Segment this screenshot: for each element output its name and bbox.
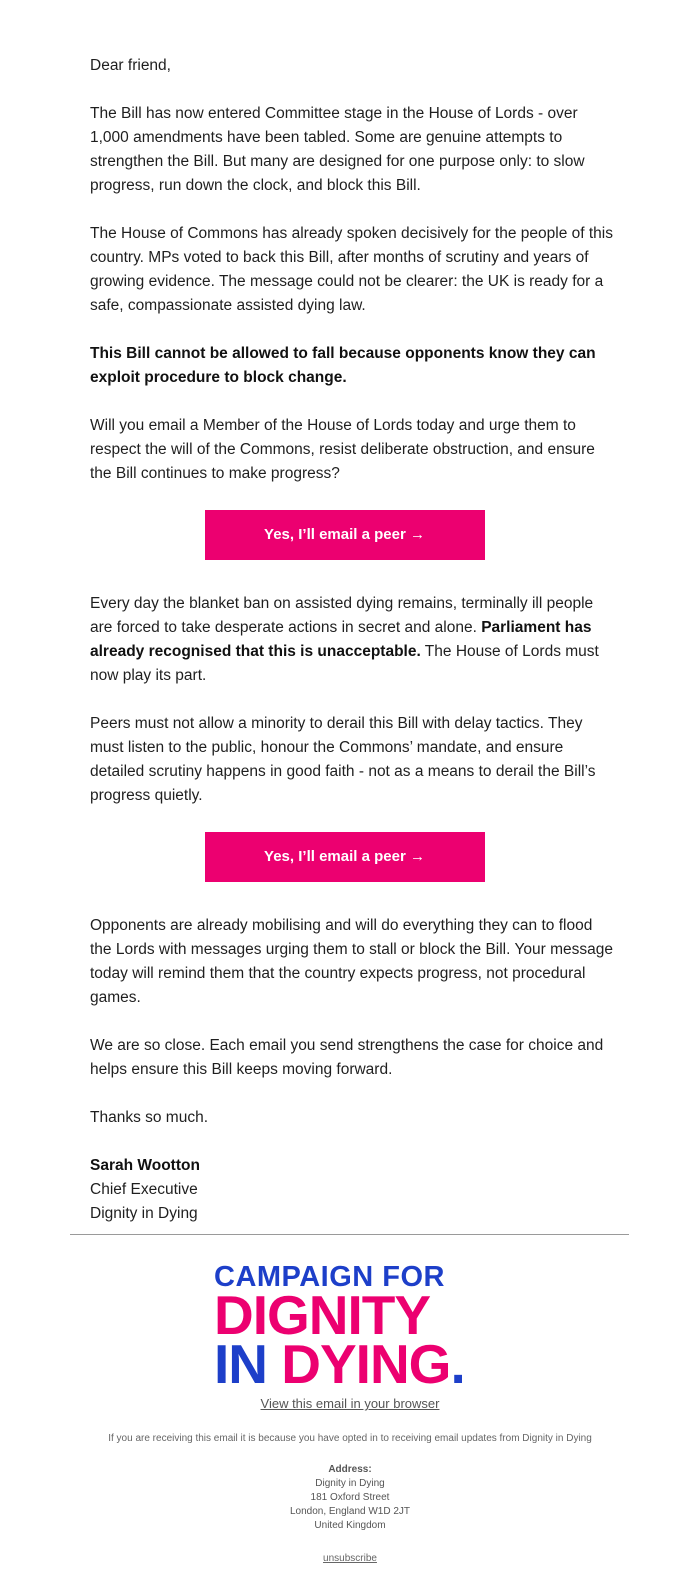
- logo-in: IN: [214, 1333, 267, 1395]
- logo-dying: DYING: [281, 1333, 451, 1395]
- paragraph-so-close: We are so close. Each email you send strengthens the case for choice and helps ensure this Bill keeps moving forward.: [90, 1037, 604, 1078]
- logo-line-in-dying: [214, 1333, 486, 1395]
- signature-title: Chief Executive: [90, 1181, 198, 1198]
- address-line: 181 Oxford Street: [310, 1492, 390, 1503]
- thanks: Thanks so much.: [90, 1109, 209, 1126]
- blanket-ban-bold: Parliament has already recognised that this is unacceptable.: [90, 619, 592, 660]
- paragraph-committee-stage: The Bill has now entered Committee stage in the House of Lords - over 1,000 amendments have been tabled. Some are genuine attempts to strengthen the Bill. But many are designed for one purpose only: to slow progress, run down the clock, and block this Bill.: [90, 105, 585, 194]
- blanket-ban-text-start: Every day the blanket ban on assisted dying remains, terminally ill people are forced to take desperate actions in secret and alone.: [90, 595, 594, 636]
- greeting: Dear friend,: [90, 57, 171, 74]
- blanket-ban-text-end: The House of Lords must now play its part.: [90, 643, 599, 684]
- signature-name: Sarah Wootton: [90, 1157, 200, 1174]
- signature-org: Dignity in Dying: [90, 1205, 198, 1222]
- address-line: London, England W1D 2JT: [289, 1506, 411, 1517]
- view-in-browser-link[interactable]: View this email in your browser: [260, 1396, 440, 1411]
- address-label: Address:: [328, 1464, 372, 1475]
- paragraph-bold-warning: [90, 342, 615, 390]
- address-line: United Kingdom: [314, 1520, 386, 1531]
- footer-divider: [70, 1234, 629, 1235]
- optin-notice: If you are receiving this email it is because you have opted in to receiving email updates from Dignity in Dying: [108, 1433, 592, 1444]
- logo-line-dignity: DIGNITY: [214, 1284, 431, 1346]
- campaign-logo: [214, 1261, 486, 1395]
- logo-line-campaign-for: CAMPAIGN FOR: [214, 1261, 446, 1293]
- logo-dot: .: [450, 1333, 465, 1395]
- bold-warning-text: This Bill cannot be allowed to fall because opponents know they can exploit procedure to block change.: [90, 345, 596, 386]
- paragraph-commons: The House of Commons has already spoken decisively for the people of this country. MPs voted to back this Bill, after months of scrutiny and years of growing evidence. The message could not be clearer: the UK is ready for a safe, compassionate assisted dying law.: [90, 225, 613, 314]
- postal-address: [0, 1463, 700, 1533]
- paragraph-ask: Will you email a Member of the House of Lords today and urge them to respect the will of the Commons, resist deliberate obstruction, and ensure the Bill continues to make progress?: [90, 417, 595, 482]
- paragraph-opponents: Opponents are already mobilising and will do everything they can to flood the Lords with messages urging them to stall or block the Bill. Your message today will remind them that the country expects progress, not procedural games.: [90, 917, 613, 1006]
- cta-container-1: [90, 510, 615, 560]
- cta-container-2: [90, 832, 615, 882]
- signature: [90, 1154, 615, 1226]
- paragraph-peers: Peers must not allow a minority to derail this Bill with delay tactics. They must listen to the public, honour the Commons’ mandate, and ensure detailed scrutiny happens in good faith - not as a means to derail the Bill’s progress quietly.: [90, 715, 596, 804]
- address-line: Dignity in Dying: [315, 1478, 385, 1489]
- email-body: [90, 54, 615, 1226]
- email-peer-button-2[interactable]: Yes, I’ll email a peer →: [205, 832, 485, 882]
- unsubscribe-link[interactable]: unsubscribe: [323, 1553, 377, 1564]
- paragraph-blanket-ban: [90, 592, 615, 688]
- email-peer-button[interactable]: Yes, I’ll email a peer →: [205, 510, 485, 560]
